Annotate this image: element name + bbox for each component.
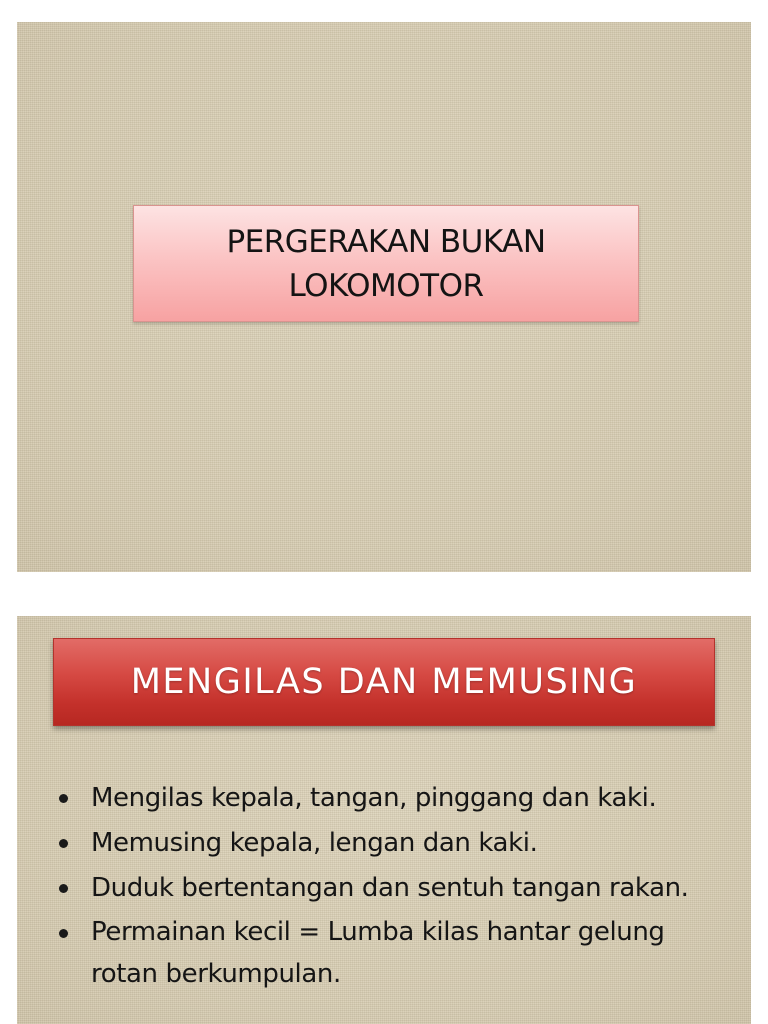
bullet-item [55, 911, 735, 995]
slide-title: PERGERAKAN BUKAN LOKOMOTOR [226, 223, 546, 304]
bullet-text: Mengilas kepala, tangan, pinggang dan kaki. [91, 783, 657, 813]
bullet-item [55, 776, 735, 821]
bullet-list [55, 776, 735, 995]
bullet-icon [59, 839, 68, 848]
slide-2 [17, 616, 751, 1024]
bullet-text: Permainan kecil = Lumba kilas hantar gelung rotan berkumpulan. [91, 917, 665, 989]
bullet-icon [59, 794, 68, 803]
bullet-item [55, 821, 735, 866]
bullet-icon [59, 929, 68, 938]
bullet-item [55, 866, 735, 911]
bullet-text: Duduk bertentangan dan sentuh tangan rakan. [91, 873, 689, 903]
bullet-text: Memusing kepala, lengan dan kaki. [91, 828, 538, 858]
bullet-icon [59, 884, 68, 893]
slide-1 [17, 22, 751, 572]
title-box [53, 638, 715, 726]
title-box [133, 205, 639, 322]
slide-title: MENGILAS DAN MEMUSING [130, 662, 638, 702]
